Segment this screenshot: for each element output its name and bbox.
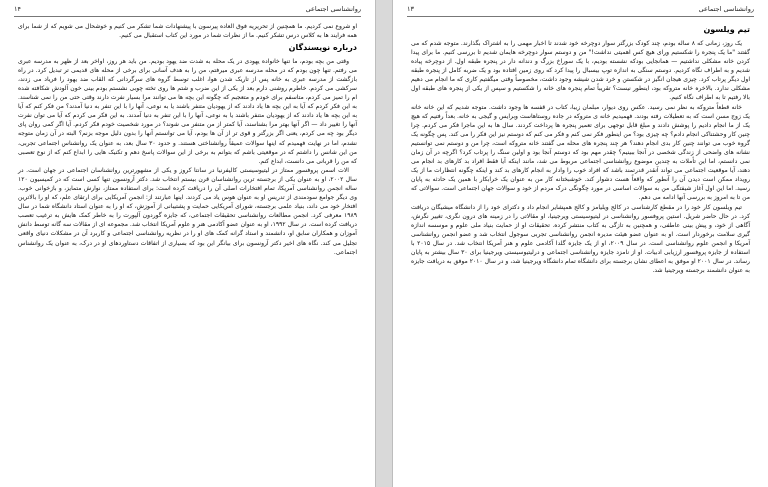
right-page-body	[411, 22, 750, 276]
left-page-number: ۱۴	[14, 5, 21, 13]
section-heading-about-authors: درباره نویسندگان	[288, 43, 357, 53]
right-paragraph-2: خانه قطعاً متروکه به نظر نمی رسید. عکس روی دیوار، مبلمان زیبا، کتاب در قفسه ها وجود داشت. متوجه شدیم که این خانه خانه یک زوج مسن است که به تعطیلات رفته بودند. فهمیدیم خانه ی متروکه در جاده روستاهاست وبرایس و گیجی به خانه. بعداً رفتیم که هیچ یک از ما انجام دادیم را پوشش دادند و مبلغ قابل توجهی برای تعمیر پنجره ها پرداخت کردند. سال ها به این ماجرا فکر می کردم. چرا چنین کار وحشتناکی انجام دادم؟ چه چیزی بود؟ من اینطور فکر نمی کنم و فکر می کنم که دوستم نیز این فکر را می کند. پس چگونه یک گروه خوب می توانند چنین کار بدی انجام دهند؟ هر چند پنجره های محله می گفتند خانه متروکه است، چرا من و دوستم نمی توانستیم نشانه های واضحی از زندگی شخصی در آنجا ببینیم؟ چقدر مهم بود که دوستم آنجا بود و اولین سنگ را پرتاب کرد؟ اگرچه در آن زمان نمی دانستم، اما این تأملات به چندین موضوع روانشناسی اجتماعی مربوط می شد، مانند اینکه آیا فقط افراد بد کارهای بد انجام می دهند، آیا موقعیت اجتماعی می تواند آنقدر قدرتمند باشد که افراد خوب را وادار به انجام کارهای بد کند و اینکه چگونه انتظارات ما از یک رویداد ممکن است دیدن آن را آنطور که واقعاً هست دشوار کند. خوشبختانه کار من به عنوان یک خرابکار با همین یک حادثه به پایان رسید. اما این اول آغاز شیفتگی من به سوالات اساسی در مورد چگونگی درک مردم از خود و سوالات جهان اجتماعی است. سوالاتی که من تا به امروز به بررسی آنها ادامه می دهم.	[411, 103, 750, 202]
left-page-body	[18, 22, 357, 257]
right-page	[392, 0, 768, 487]
left-top-paragraph: او شروع نمی کردیم. ما همچنین از تحریریه فوق العاده پیرسون با پیشنهادات شما تشکر می کنیم و خوشحال می شویم که از شما برای همه فرایند ها به کلاس درس تشکر کنیم. ما از نظرات شما در مورد این کتاب استقبال می کنیم.	[18, 23, 357, 40]
section-heading-tim-wilson: تیم ویلسون	[703, 25, 750, 34]
left-paragraph-2: الات اسمن پروفسور ممتاز در لیتیوسیستی کالیفرنیا در سانتا کروز و یکی از مشهورترین روانشناسان اجتماعی در جهان است. در سال ۲۰۰۲، او به عنوان یکی از برجسته ترین روانشناسان قرن بیستم انتخاب شد. دکتر آرونسون تنها کسی است که در کمیسیون ۱۲۰ ساله انجمن روانشناسی آمریکا، تمام افتخارات اصلی آن را دریافت کرده است: برای استفاده ممتاز، نوارش متمایز، و بازخوانی خوب. وی دیگر جوامع سودمندی از تدریس او به عنوان هوس یاد می کردند. اینها عبارتند از: انجمن آمریکایی برای ارتقای علم، که او را بالاترین افتخار خود می داند، بنیاد علمی برجسته، شورای آمریکایی حمایت و پشتیبانی از آموزش، که او را به عنوان استاد دانشگاه شما در سال ۱۹۸۹ معرفی کرد. انجمن مطالعات روانشناسی تحقیقات اجتماعی، که جایزه گوردون آلپورت را به خاطر کمک هایش به ترغیب تعصب دریافت کرده است. در سال ۱۹۹۲، او به عنوان عضو آکادمی هنر و علوم آمریکا انتخاب شد. مجموعه ای از مقالات سه گانه توسط دانش آموزان و همکاران سابق او، دانشمند و استاد گرانه کمک های او را در نظریه روانشناسی اجتماعی و کاربرد آن در مشکلات دنیای واقعی تجلیل می کند. نگاه های اخیر دکتر آرونسون برای بیانگر این بود که بسیاری از اتفاقات دستاوردهای او در درک، به عنوان یک روانشناس اجتماعی.	[18, 167, 357, 256]
right-page-header	[407, 4, 754, 17]
left-page	[0, 0, 376, 487]
left-paragraph-1: وقتی من بچه بودم، ما تنها خانواده یهودی در یک محله به شدت ضد یهود بودیم. من باید هر روز، اواخر بعد از ظهر به مدرسه عبری می رفتم. تنها چون بودم که در محله مدرسه عبری میرفتم، من را به هدف آسانی برای برخی از محله های قدیمی تر تبدیل کرد. در راه بازگشت از مدرسه عبری به خانه پس از تاریک شدن هوا، اغلب توسط گروه های سرگردانی که القاب ضد یهود را فریاد می زدند، سرکشی می کردم. خاطرم روشنی دارم بعد از یکی از این ضرب و شتم ها روی تخته چوبی نشستم بودم بینی خون آلودش شکافته شده ام را تمیز می کردم، متاسفم برای خودم و متعجبم که چگونه این بچه ها می توانند مرا بسیار نفرت دارند وقتی حتی من را نمی شناسند. به این فکر کردم که آیا به این بچه ها یاد دادند که از یهودیان متنفر باشند یا به نوعی، آنها را با این تنفر به دنیا آمدند؟ من فکر کنم که آیا به این بچه ها یاد دادند که از یهودیان متنفر باشند یا به نوعی، آنها را با این تنفر به دنیا آمدند. به این فکر می کردم که آیا می توان نفرت آنها را تغییر داد — اگر آنها بهتر مرا بشناسند، آیا کمتر از من متنفر می شوند؟ در مورد شخصیت خودم فکر کردم. آیا اگر کمی روان پای دیگر بود چه می کردم، یعنی اگر بزرگتر و قوی تر از آن ها بودم، آیا می توانستم آنها را بدون دلیل موجه بزنم؟ البته در آن زمان متوجه نشدم، اما در نهایت فهمیدم که اینها سوالات عمیقاً روانشناختی هستند. و حدود ۳۰ سال بعد، به عنوان یک روانشناس اجتماعی تجربی، من این شانس را داشتم که در موقعیتی باشم که بتوانم به برخی از این سوالات پاسخ دهم و تکنیک هایی را ابداع کنم که از نوع تعصبی که من را قربانی می دانست، ابداع کنم.	[18, 58, 357, 165]
right-paragraph-3: تیم ویلسون کار خود را در مقطع کارشناسی در کالج ویلیامز و کالج همپشایر انجام داد و دکترای خود را از دانشگاه میشیگان دریافت کرد. در حال حاضر شریل. استین پروفسور روانشناسی در لیتیوسیستی ویرجینیا، او مقالاتی را در زمینه های درون نگری، تغییر نگرش، آگاهی از خود، و پیش بینی عاطفی، و همچنین به تازگی به کتاب منتشر کرده. تحقیقات او از حمایت بنیاد ملی علوم و موسسه اندازه گیری سلامت برخوردار است. او به عنوان عضو هیئت مدیره انجمن روانشناسی تجربی سوجول انتخاب شد و عضو انجمن روانشناسی آمریکا و انجمن علوم روانشناسی است. در سال ۲۰۰۹، او از یک جایزه گلدا آکادمی علوم و هنر آمریکا انتخاب شد. در سال ۲۰۱۵ با استفاده از جایزه پروفسور ارزیابی ادبیات. او از نامزد جایزه روانشناسی اجتماعی و درلیتیوسیستی ویرجینیا برای ۳۰ سال بیشتر به پایان رساند. در سال ۲۰۰۱ او موفق به اعطای نشان برجسته برای دانشگاه تمام دانشگاه ویرجینیا شد، و در سال ۲۰۱۰ موفق به دریافت جایزه به عنوان دانشمند برجسته ویرجینیا شد.	[411, 203, 751, 275]
book-gutter	[376, 0, 392, 487]
left-running-title: روانشناسی اجتماعی	[305, 5, 361, 13]
right-running-title: روانشناسی اجتماعی	[698, 5, 754, 13]
left-page-header	[14, 4, 361, 17]
right-paragraph-1: یک روز، زمانی که ۸ ساله بودم، چند کودک بزرگتر سوار دوچرخه خود شدند تا اخبار مهمی را به اشتراک بگذارند. متوجه شدم که می گفتند "ما یک پنجره را شکستیم ورای هیچ کس اهمیتی نداشت!" من و دوستم سوار دوچرخه هایمان شدیم تا بررسی کنیم. ما برای پیدا کردن خانه مشکلی نداشتیم — همانجایی بودکه نشسته بودیم، با یک سوراخ بزرگ و دندانه دار در پنجره طبقه اول. از دوچرخه پیاده شدیم و به اطراف نگاه کردیم. دوستم سنگی به اندازه توپ بیسبال را پیدا کرد که روی زمین افتاده بود و یک ضربه کامل از پنجره طبقه اول دیگر پرتاب کرد. چیزی هیجان انگیز در شکستن و خرد شدن شیشه وجود داشت، مخصوصاً وقتی میگفتیم کاری که ما انجام می دهیم مشکلی ندارد. بالاخره خانه متروکه بود، اینطور نیست؟ تقریباً تمام پنجره های خانه را شکستیم و سپس از یکی از پنجره های طبقه اول بالا رفتیم تا به اطراف نگاه کنیم.	[411, 40, 750, 102]
right-page-number: ۱۳	[407, 5, 414, 13]
